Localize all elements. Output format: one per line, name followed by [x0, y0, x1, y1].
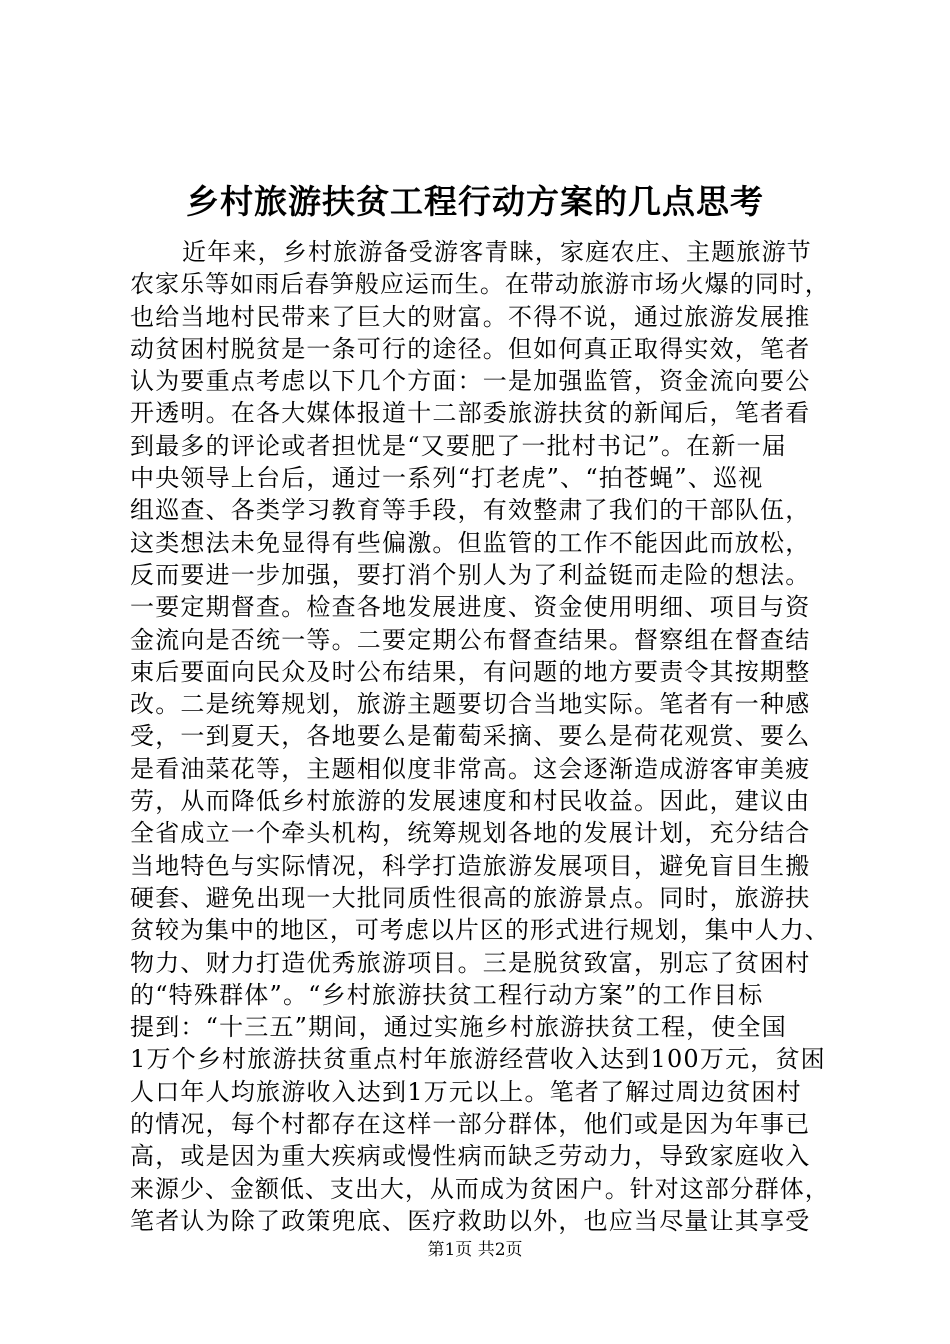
- body-line: 来源少、金额低、支出大，从而成为贫困户。针对这部分群体，: [130, 1174, 830, 1203]
- document-body: [130, 236, 830, 1237]
- body-line: 受，一到夏天，各地要么是葡萄采摘、要么是荷花观赏、要么: [130, 722, 811, 751]
- body-line: 硬套、避免出现一大批同质性很高的旅游景点。同时，旅游扶: [130, 883, 811, 912]
- body-line: 到最多的评论或者担忧是“又要肥了一批村书记”。在新一届: [130, 431, 787, 460]
- body-line: 束后要面向民众及时公布结果，有问题的地方要责令其按期整: [130, 657, 811, 686]
- body-line: 是看油菜花等，主题相似度非常高。这会逐渐造成游客审美疲: [130, 754, 811, 783]
- body-line: 笔者认为除了政策兜底、医疗救助以外，也应当尽量让其享受: [130, 1206, 811, 1235]
- body-line: 当地特色与实际情况，科学打造旅游发展项目，避免盲目生搬: [130, 851, 811, 880]
- body-line: 1万个乡村旅游扶贫重点村年旅游经营收入达到100万元，贫困: [130, 1045, 826, 1074]
- page-footer: 第1页 共2页: [427, 1240, 523, 1260]
- body-line: 动贫困村脱贫是一条可行的途径。但如何真正取得实效，笔者: [130, 334, 811, 363]
- body-line: 金流向是否统一等。二要定期公布督查结果。督察组在督查结: [130, 625, 811, 654]
- body-line: 改。二是统筹规划，旅游主题要切合当地实际。笔者有一种感: [130, 690, 811, 719]
- body-line: 高，或是因为重大疾病或慢性病而缺乏劳动力，导致家庭收入: [130, 1142, 811, 1171]
- body-line: 的情况，每个村都存在这样一部分群体，他们或是因为年事已: [130, 1110, 811, 1139]
- body-line: 组巡查、各类学习教育等手段，有效整肃了我们的干部队伍，: [130, 496, 811, 525]
- body-line: 认为要重点考虑以下几个方面：一是加强监管，资金流向要公: [130, 367, 811, 396]
- body-line: 反而要进一步加强，要打消个别人为了利益铤而走险的想法。: [130, 560, 811, 589]
- body-line: 贫较为集中的地区，可考虑以片区的形式进行规划，集中人力、: [130, 916, 830, 945]
- body-line: 一要定期督查。检查各地发展进度、资金使用明细、项目与资: [130, 593, 811, 622]
- body-line: 的“特殊群体”。“乡村旅游扶贫工程行动方案”的工作目标: [130, 980, 764, 1009]
- body-line: 也给当地村民带来了巨大的财富。不得不说，通过旅游发展推: [130, 302, 811, 331]
- body-line: 近年来，乡村旅游备受游客青睐，家庭农庄、主题旅游节: [182, 238, 812, 266]
- body-line: 提到：“十三五”期间，通过实施乡村旅游扶贫工程，使全国: [130, 1013, 787, 1042]
- body-line: 全省成立一个牵头机构，统筹规划各地的发展计划，充分结合: [130, 819, 811, 848]
- document-title: 乡村旅游扶贫工程行动方案的几点思考: [186, 182, 764, 221]
- body-line: 劳，从而降低乡村旅游的发展速度和村民收益。因此，建议由: [130, 787, 811, 816]
- body-line: 中央领导上台后，通过一系列“打老虎”、“拍苍蝇”、巡视: [130, 464, 764, 493]
- body-line: 农家乐等如雨后春笋般应运而生。在带动旅游市场火爆的同时，: [130, 270, 830, 299]
- body-line: 这类想法未免显得有些偏激。但监管的工作不能因此而放松，: [130, 528, 811, 557]
- body-line: 开透明。在各大媒体报道十二部委旅游扶贫的新闻后，笔者看: [130, 399, 811, 428]
- body-line: 物力、财力打造优秀旅游项目。三是脱贫致富，别忘了贫困村: [130, 948, 811, 977]
- body-line: 人口年人均旅游收入达到1万元以上。笔者了解过周边贫困村: [130, 1077, 802, 1106]
